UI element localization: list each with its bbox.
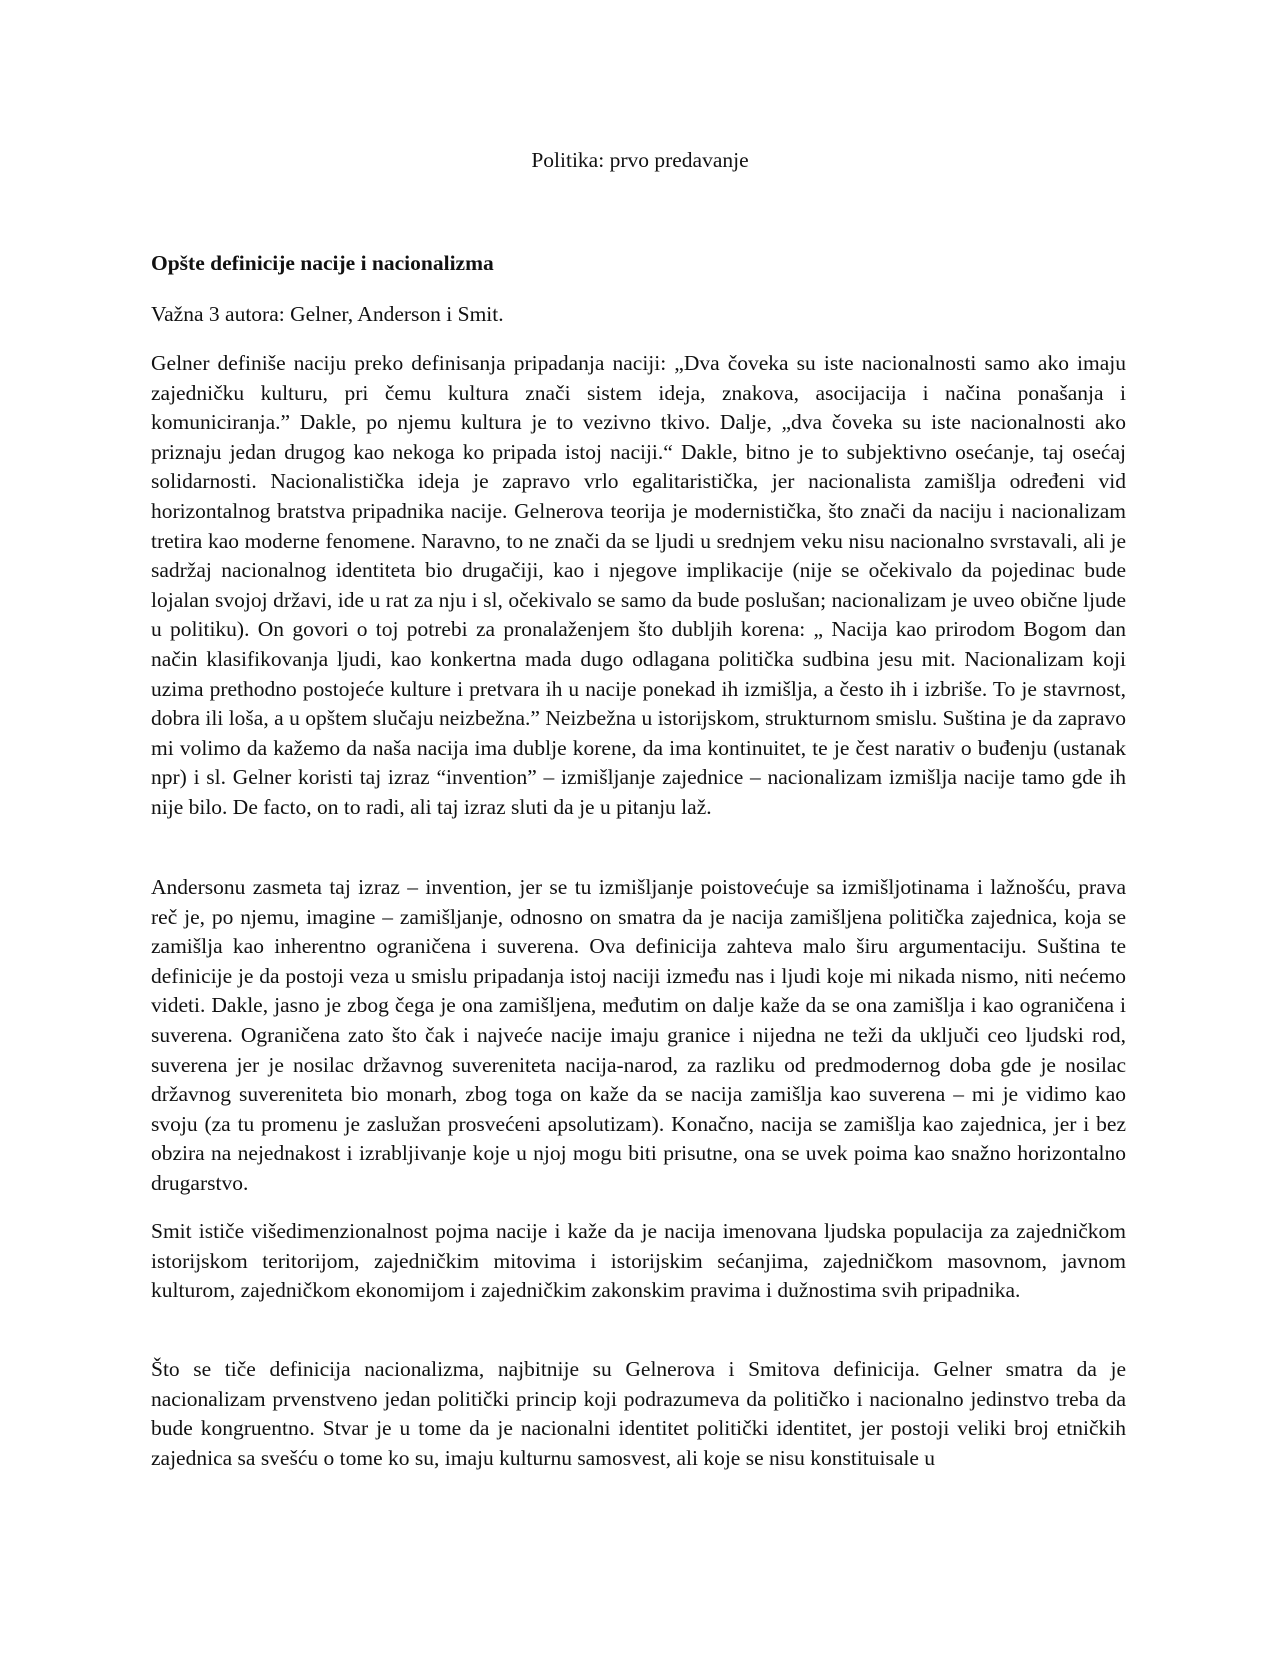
intro-line: Važna 3 autora: Gelner, Anderson i Smit. <box>151 302 504 326</box>
section-heading: Opšte definicije nacije i nacionalizma <box>151 251 494 275</box>
paragraph-anderson: Andersonu zasmeta taj izraz – invention, jer se tu izmišljanje poistovećuje sa izmišljotinama i lažnošću, prava reč je, po njemu, imagine – zamišljanje, odnosno on smatra da je nacija zamišljena politička zajednica, koja se zamišlja kao inherentno ograničena i suverena. Ova definicija zahteva malo širu argumentaciju. Suština te definicije je da postoji veza u smislu pripadanja istoj naciji između nas i ljudi koje mi nikada nismo, niti nećemo videti. Dakle, jasno je zbog čega je ona zamišljena, međutim on dalje kaže da se ona zamišlja i kao ograničena i suverena. Ograničena zato što čak i najveće nacije imaju granice i nijedna ne teži da uključi ceo ljudski rod, suverena jer je nosilac državnog suvereniteta nacija-narod, za razliku od predmodernog doba gde je nosilac državnog suvereniteta bio monarh, zbog toga on kaže da se nacija zamišlja kao suverena – mi je vidimo kao svoju (za tu promenu je zaslužan prosvećeni apsolutizam). Konačno, nacija se zamišlja kao zajednica, jer i bez obzira na nejednakost i izrabljivanje koje u njoj mogu biti prisutne, ona se uvek poima kao snažno horizontalno drugarstvo. <box>151 875 1126 1195</box>
page-title: Politika: prvo predavanje <box>531 148 749 172</box>
paragraph-gelner: Gelner definiše naciju preko definisanja pripadanja naciji: „Dva čoveka su iste nacionalnosti samo ako imaju zajedničku kulturu, pri čemu kultura znači sistem ideja, znakova, asocijacija i načina ponašanja i komuniciranja.” Dakle, po njemu kultura je to vezivno tkivo. Dalje, „dva čoveka su iste nacionalnosti ako priznaju jedan drugog kao nekoga ko pripada istoj naciji.“ Dakle, bitno je to subjektivno osećanje, taj osećaj solidarnosti. Nacionalistička ideja je zapravo vrlo egalitaristička, jer nacionalista zamišlja određeni vid horizontalnog bratstva pripadnika nacije. Gelnerova teorija je modernistička, što znači da naciju i nacionalizam tretira kao moderne fenomene. Naravno, to ne znači da se ljudi u srednjem veku nisu nacionalno svrstavali, ali je sadržaj nacionalnog identiteta bio drugačiji, kao i njegove implikacije (nije se očekivalo da pojedinac bude lojalan svojoj državi, ide u rat za nju i sl, očekivalo se samo da bude poslušan; nacionalizam je uveo obične ljude u politiku). On govori o toj potrebi za pronalaženjem što dubljih korena: „ Nacija kao prirodom Bogom dan način klasifikovanja ljudi, kao konkertna mada dugo odlagana politička sudbina jesu mit. Nacionalizam koji uzima prethodno postojeće kulture i pretvara ih u nacije ponekad ih izmišlja, a često ih i izbriše. To je stavrnost, dobra ili loša, a u opštem slučaju neizbežna.” Neizbežna u istorijskom, strukturnom smislu. Suština je da zapravo mi volimo da kažemo da naša nacija ima dublje korene, da ima kontinuitet, te je čest narativ o buđenju (ustanak npr) i sl. Gelner koristi taj izraz “invention” – izmišljanje zajednice – nacionalizam izmišlja nacije tamo gde ih nije bilo. De facto, on to radi, ali taj izraz sluti da je u pitanju laž. <box>151 351 1126 819</box>
paragraph-nationalism-definitions: Što se tiče definicija nacionalizma, najbitnije su Gelnerova i Smitova definicija. Gelner smatra da je nacionalizam prvenstveno jedan politički princip koji podrazumeva da političko i nacionalno jedinstvo treba da bude kongruentno. Stvar je u tome da je nacionalni identitet politički identitet, jer postoji veliki broj etničkih zajednica sa svešću o tome ko su, imaju kulturnu samosvest, ali koje se nisu konstituisale u <box>151 1357 1126 1470</box>
paragraph-smit: Smit ističe višedimenzionalnost pojma nacije i kaže da je nacija imenovana ljudska populacija za zajedničkom istorijskom teritorijom, zajedničkim mitovima i istorijskim sećanjima, zajedničkom masovnom, javnom kulturom, zajedničkom ekonomijom i zajedničkim zakonskim pravima i dužnostima svih pripadnika. <box>151 1219 1126 1303</box>
